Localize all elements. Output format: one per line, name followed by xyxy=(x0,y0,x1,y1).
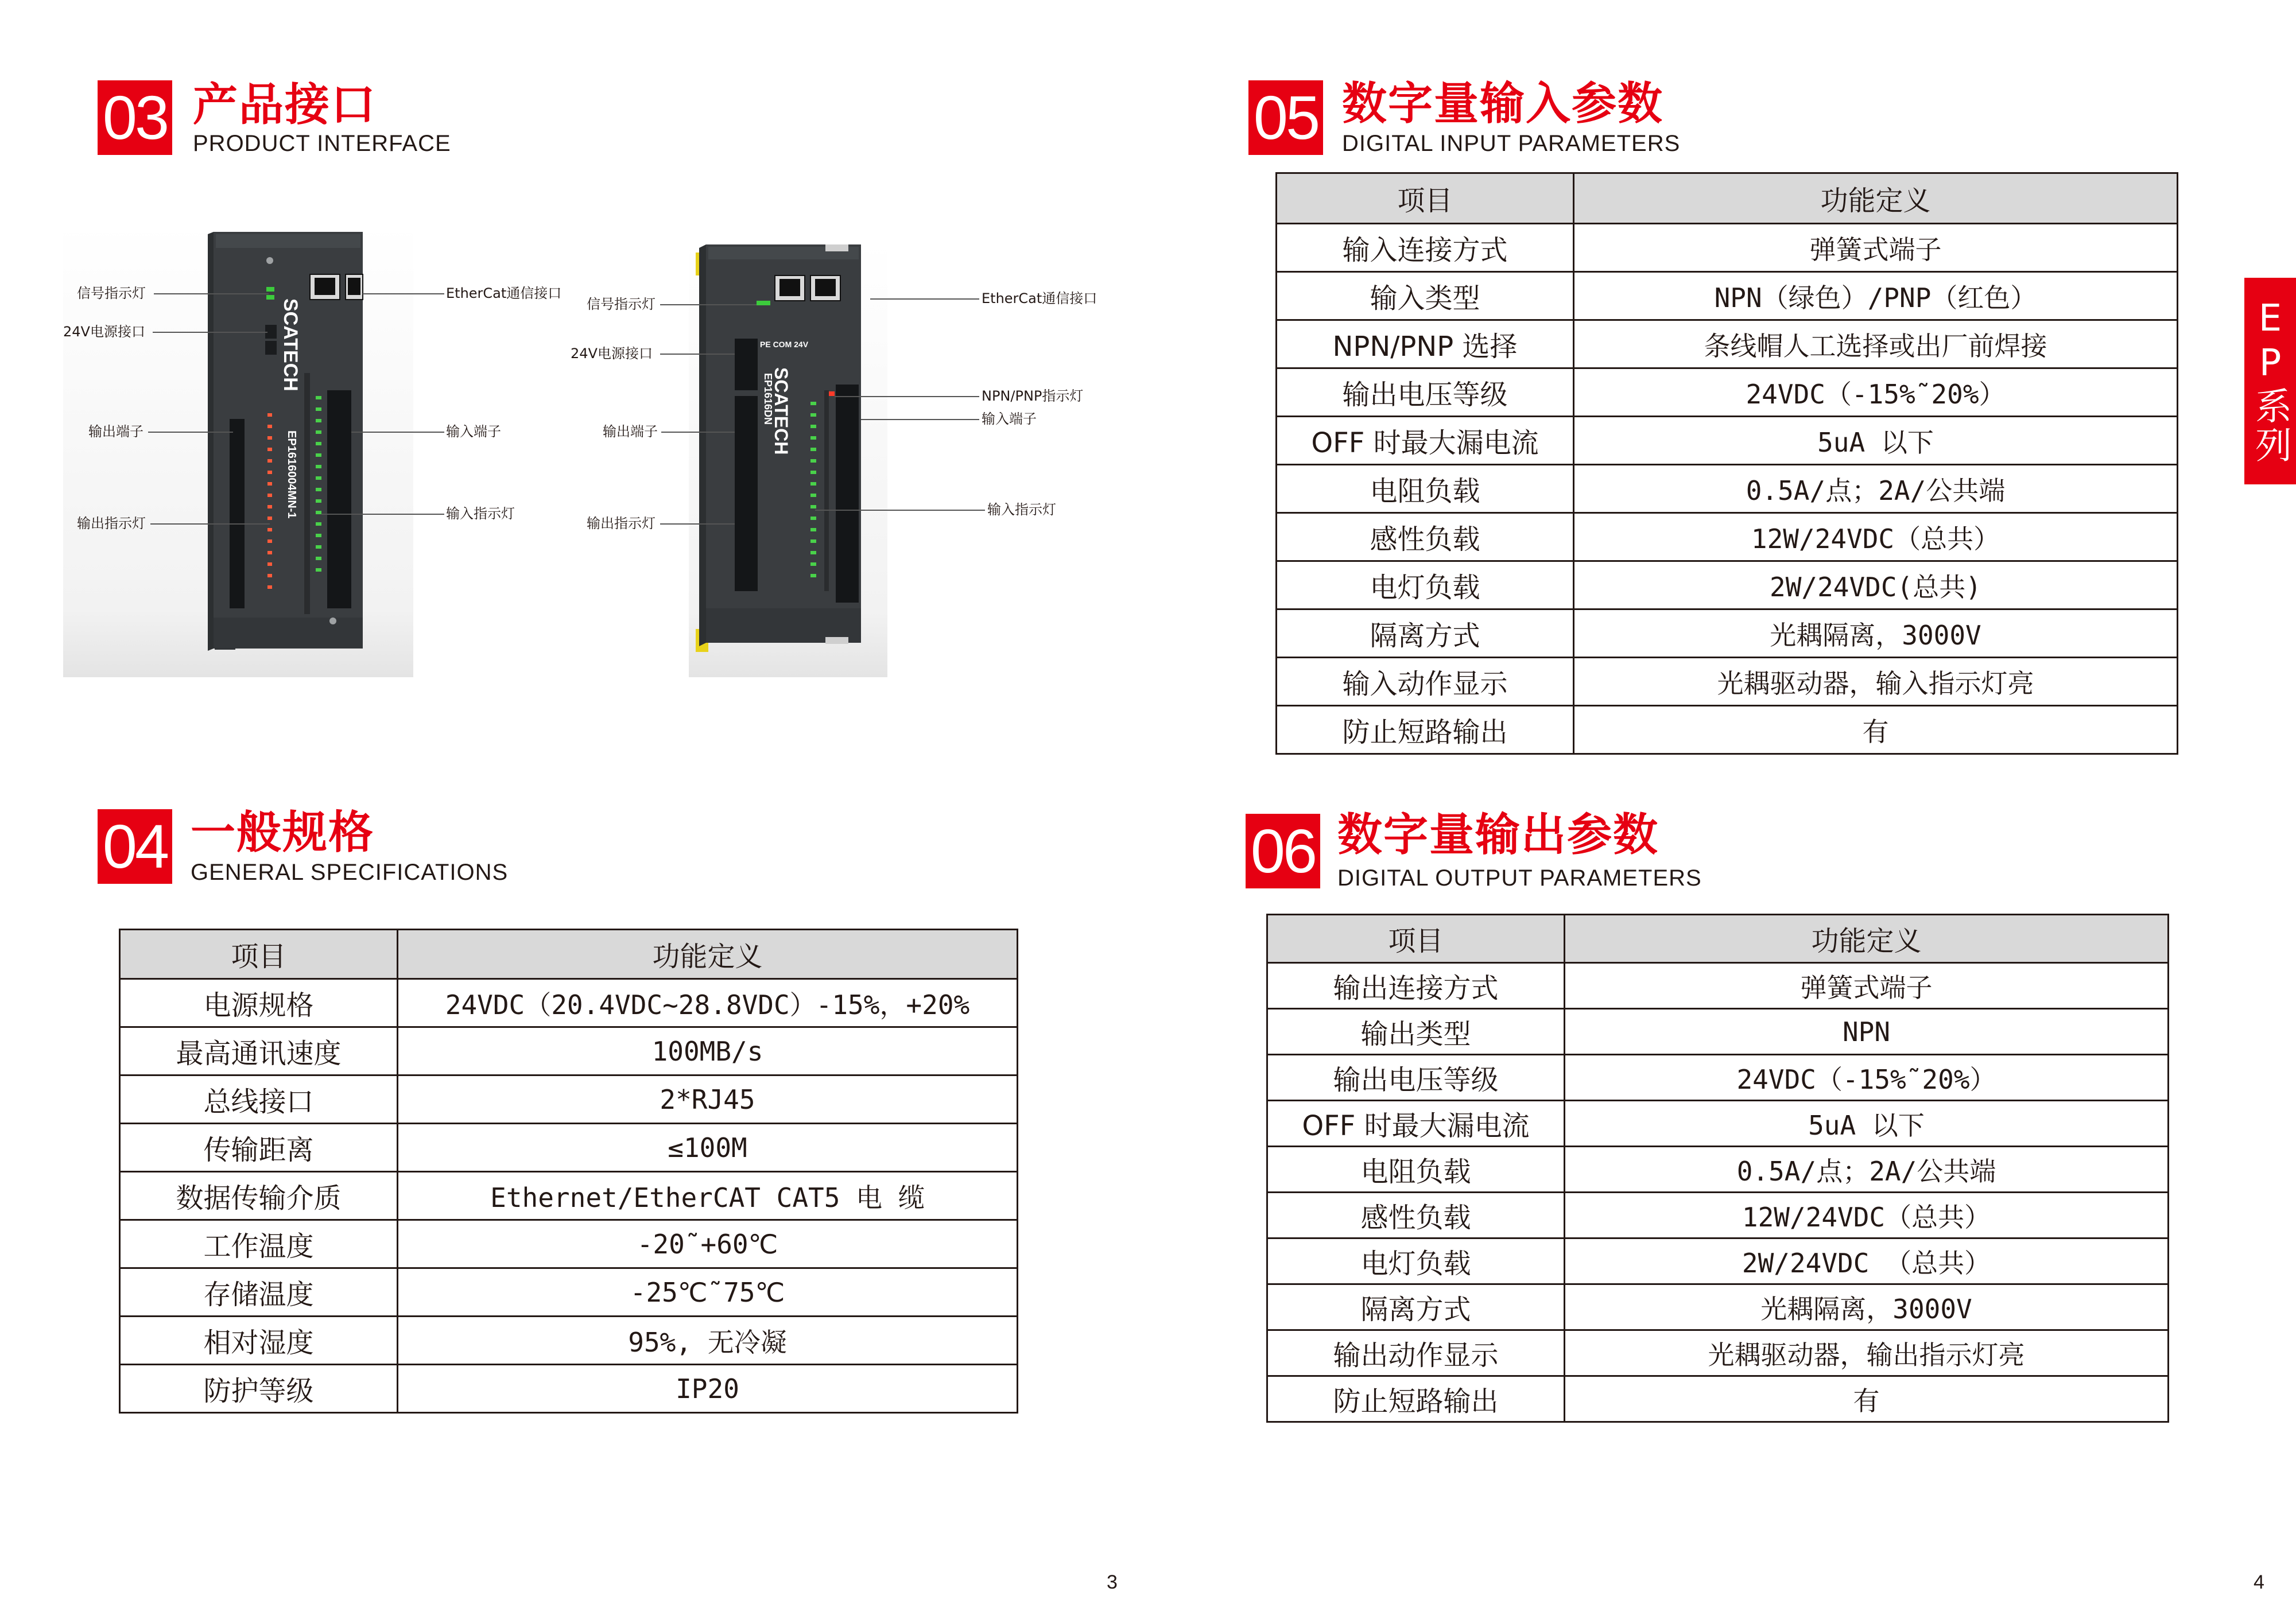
item-cell: 输入连接方式 xyxy=(1277,224,1574,272)
item-cell: 防止短路输出 xyxy=(1277,706,1574,754)
p1-leader xyxy=(150,523,270,525)
table-row xyxy=(1267,1009,2169,1055)
item-cell: 电阻负载 xyxy=(1267,1147,1565,1193)
item-cell: 数据传输介质 xyxy=(120,1172,398,1220)
section-number: 05 xyxy=(1248,80,1323,155)
item-cell: 电源规格 xyxy=(120,979,398,1027)
general-specs-table xyxy=(119,929,1018,1414)
item-cell: 输入类型 xyxy=(1277,272,1574,320)
p1-label-output-terminal: 输出端子 xyxy=(88,424,144,440)
table-header-row xyxy=(1277,173,2178,224)
item-cell: 工作温度 xyxy=(120,1220,398,1268)
value-cell: 2W/24VDC(总共) xyxy=(1574,561,2178,609)
item-cell: 输入动作显示 xyxy=(1277,658,1574,706)
item-cell: 防止短路输出 xyxy=(1267,1376,1565,1422)
value-cell: 24VDC（20.4VDC~28.8VDC）-15%，+20% xyxy=(398,979,1018,1027)
p1-label-input-terminal: 输入端子 xyxy=(446,424,501,440)
table-row xyxy=(120,1075,1018,1124)
table-row xyxy=(1277,561,2178,609)
p1-label-ethercat: EtherCat通信接口 xyxy=(446,285,562,301)
item-cell: OFF 时最大漏电流 xyxy=(1277,417,1574,465)
value-cell: 条线帽人工选择或出厂前焊接 xyxy=(1574,320,2178,368)
table-row xyxy=(1277,417,2178,465)
item-cell: OFF 时最大漏电流 xyxy=(1267,1101,1565,1147)
item-cell: 隔离方式 xyxy=(1277,609,1574,658)
item-cell: NPN/PNP 选择 xyxy=(1277,320,1574,368)
p2-label-output-terminal: 输出端子 xyxy=(603,424,658,440)
value-cell: 12W/24VDC（总共） xyxy=(1574,513,2178,561)
item-cell: 总线接口 xyxy=(120,1075,398,1124)
section-title-en: PRODUCT INTERFACE xyxy=(193,131,451,156)
table-row xyxy=(120,1172,1018,1220)
p2-label-npn-pnp-led: NPN/PNP指示灯 xyxy=(982,388,1084,404)
product-2-brand: SCATECH xyxy=(771,367,792,455)
table-row xyxy=(1267,1101,2169,1147)
value-cell: 光耦隔离，3000V xyxy=(1565,1284,2169,1330)
item-cell: 输出动作显示 xyxy=(1267,1330,1565,1376)
p1-leader xyxy=(153,332,267,333)
p1-leader xyxy=(321,514,444,515)
p2-leader xyxy=(660,523,735,525)
value-cell: 100MB/s xyxy=(398,1027,1018,1075)
series-side-tab-label: EP系列 xyxy=(2249,297,2291,465)
product-2-terminal-text: PE COM 24V xyxy=(760,340,809,349)
value-cell: 24VDC（-15%˜20%） xyxy=(1565,1055,2169,1101)
value-cell: 2*RJ45 xyxy=(398,1075,1018,1124)
header-cell: 项目 xyxy=(1277,173,1574,224)
value-cell: 5uA 以下 xyxy=(1574,417,2178,465)
p2-label-power-24v: 24V电源接口 xyxy=(571,345,653,362)
p1-leader xyxy=(351,432,444,433)
table-row xyxy=(1277,658,2178,706)
value-cell: 12W/24VDC（总共） xyxy=(1565,1193,2169,1238)
table-header-row xyxy=(1267,915,2169,963)
value-cell: 有 xyxy=(1565,1376,2169,1422)
section-title-en: DIGITAL INPUT PARAMETERS xyxy=(1342,131,1681,156)
item-cell: 输出电压等级 xyxy=(1277,368,1574,417)
p2-label-signal-led: 信号指示灯 xyxy=(587,296,656,312)
p1-label-power-24v: 24V电源接口 xyxy=(63,324,145,340)
value-cell: ≤100M xyxy=(398,1124,1018,1172)
value-cell: 光耦隔离，3000V xyxy=(1574,609,2178,658)
table-row xyxy=(1277,368,2178,417)
table-row xyxy=(120,1268,1018,1317)
value-cell: 光耦驱动器，输入指示灯亮 xyxy=(1574,658,2178,706)
value-cell: 0.5A/点；2A/公共端 xyxy=(1565,1147,2169,1193)
value-cell: NPN（绿色）/PNP（红色） xyxy=(1574,272,2178,320)
table-row xyxy=(1267,963,2169,1009)
header-cell: 功能定义 xyxy=(1565,915,2169,963)
item-cell: 电灯负载 xyxy=(1277,561,1574,609)
p2-leader xyxy=(835,396,979,397)
p2-leader xyxy=(660,304,757,305)
header-cell: 项目 xyxy=(120,930,398,979)
section-number: 03 xyxy=(98,80,172,155)
p1-label-signal-led: 信号指示灯 xyxy=(77,285,146,301)
p2-leader xyxy=(815,510,985,511)
section-number: 06 xyxy=(1246,814,1320,888)
header-cell: 项目 xyxy=(1267,915,1565,963)
table-row xyxy=(1267,1284,2169,1330)
item-cell: 存储温度 xyxy=(120,1268,398,1317)
series-side-tab xyxy=(2244,278,2296,484)
value-cell: -20˜+60℃ xyxy=(398,1220,1018,1268)
p2-leader xyxy=(870,298,979,300)
p2-leader xyxy=(861,419,979,420)
digital-output-table xyxy=(1266,914,2169,1423)
p1-label-input-led: 输入指示灯 xyxy=(446,506,515,522)
p2-leader xyxy=(661,432,735,433)
value-cell: 24VDC（-15%˜20%） xyxy=(1574,368,2178,417)
table-row xyxy=(1267,1193,2169,1238)
table-row xyxy=(1277,706,2178,754)
value-cell: IP20 xyxy=(398,1365,1018,1413)
table-row xyxy=(1277,465,2178,513)
p1-leader xyxy=(154,293,269,294)
value-cell: 0.5A/点；2A/公共端 xyxy=(1574,465,2178,513)
table-row xyxy=(1267,1055,2169,1101)
p2-label-input-led: 输入指示灯 xyxy=(987,502,1056,518)
p1-leader xyxy=(148,432,233,433)
table-row xyxy=(1267,1238,2169,1284)
value-cell: 弹簧式端子 xyxy=(1565,963,2169,1009)
value-cell: NPN xyxy=(1565,1009,2169,1055)
p2-label-output-led: 输出指示灯 xyxy=(587,515,656,531)
p1-label-output-led: 输出指示灯 xyxy=(77,515,146,531)
value-cell: 95%, 无冷凝 xyxy=(398,1317,1018,1365)
p2-label-input-terminal: 输入端子 xyxy=(982,411,1037,427)
table-row xyxy=(1277,272,2178,320)
value-cell: 5uA 以下 xyxy=(1565,1101,2169,1147)
product-1-model: EP1616004MN-1 xyxy=(285,430,298,519)
p2-label-ethercat: EtherCat通信接口 xyxy=(982,290,1097,306)
item-cell: 电灯负载 xyxy=(1267,1238,1565,1284)
item-cell: 感性负载 xyxy=(1277,513,1574,561)
product-1-brand: SCATECH xyxy=(280,298,301,391)
item-cell: 电阻负载 xyxy=(1277,465,1574,513)
section-title-en: GENERAL SPECIFICATIONS xyxy=(191,860,509,885)
p1-leader xyxy=(363,293,444,294)
item-cell: 相对湿度 xyxy=(120,1317,398,1365)
item-cell: 感性负载 xyxy=(1267,1193,1565,1238)
item-cell: 防护等级 xyxy=(120,1365,398,1413)
section-title-cn: 数字量输入参数 xyxy=(1342,78,1664,130)
section-title-en: DIGITAL OUTPUT PARAMETERS xyxy=(1337,865,1702,891)
value-cell: -25℃˜75℃ xyxy=(398,1268,1018,1317)
header-cell: 功能定义 xyxy=(1574,173,2178,224)
table-row xyxy=(120,979,1018,1027)
section-number: 04 xyxy=(98,809,172,884)
product-2-illustration xyxy=(689,241,887,677)
value-cell: 有 xyxy=(1574,706,2178,754)
item-cell: 最高通讯速度 xyxy=(120,1027,398,1075)
item-cell: 输出类型 xyxy=(1267,1009,1565,1055)
section-title-cn: 一般规格 xyxy=(191,807,375,859)
product-image-2 xyxy=(689,241,887,677)
item-cell: 传输距离 xyxy=(120,1124,398,1172)
digital-input-table xyxy=(1275,172,2178,755)
item-cell: 输出电压等级 xyxy=(1267,1055,1565,1101)
table-row xyxy=(120,1027,1018,1075)
item-cell: 隔离方式 xyxy=(1267,1284,1565,1330)
table-row xyxy=(120,1317,1018,1365)
item-cell: 输出连接方式 xyxy=(1267,963,1565,1009)
table-row xyxy=(1267,1147,2169,1193)
value-cell: Ethernet/EtherCAT CAT5 电 缆 xyxy=(398,1172,1018,1220)
table-row xyxy=(1277,513,2178,561)
table-row xyxy=(1267,1376,2169,1422)
product-2-model: EP1616DN xyxy=(762,373,774,425)
table-row xyxy=(1267,1330,2169,1376)
value-cell: 2W/24VDC （总共） xyxy=(1565,1238,2169,1284)
section-title-cn: 数字量输出参数 xyxy=(1337,809,1659,861)
section-title-cn: 产品接口 xyxy=(193,79,377,131)
table-header-row xyxy=(120,930,1018,979)
table-row xyxy=(1277,224,2178,272)
table-row xyxy=(120,1220,1018,1268)
p2-leader xyxy=(660,354,735,355)
page-number-left: 3 xyxy=(1107,1571,1118,1593)
value-cell: 弹簧式端子 xyxy=(1574,224,2178,272)
page-number-right: 4 xyxy=(2254,1571,2264,1593)
table-row xyxy=(120,1124,1018,1172)
table-row xyxy=(1277,609,2178,658)
table-row xyxy=(120,1365,1018,1413)
value-cell: 光耦驱动器，输出指示灯亮 xyxy=(1565,1330,2169,1376)
table-row xyxy=(1277,320,2178,368)
header-cell: 功能定义 xyxy=(398,930,1018,979)
